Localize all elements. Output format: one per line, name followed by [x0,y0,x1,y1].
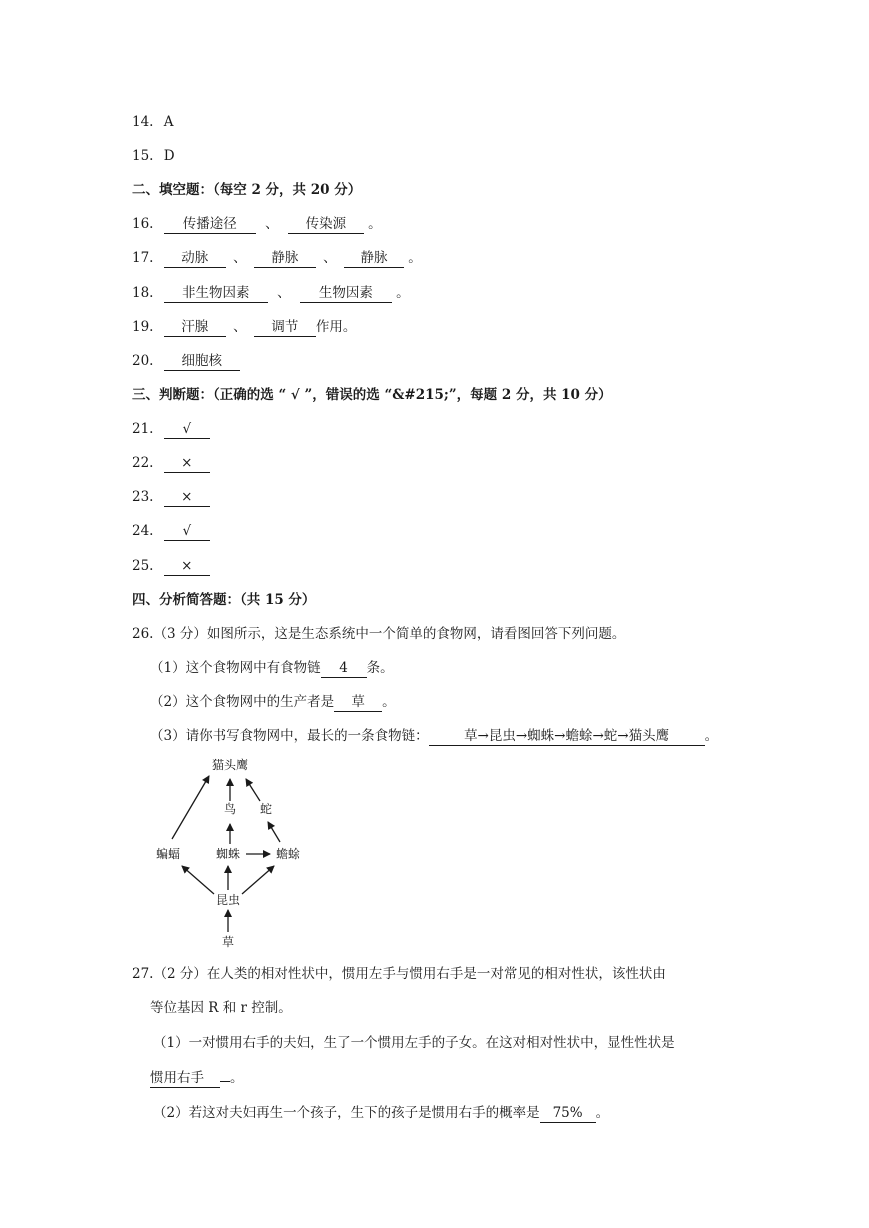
blank-answer: 传染源 [288,216,364,234]
separator: 、 [233,250,247,266]
answer-24 [132,522,210,541]
question-number: 14. [132,114,154,130]
answer-18 [132,284,410,303]
arrow-insect-to-bat [182,866,214,894]
blank-tail [220,1081,230,1082]
question-27-part-1-answer [150,1069,244,1088]
blank-answer: 细胞核 [164,353,240,371]
blank-answer: 生物因素 [300,285,392,303]
answer-16 [132,215,382,234]
judgement-mark: √ [164,523,210,541]
arrow-bat-to-owl [172,776,209,839]
question-number: 19. [132,319,154,335]
answer-21 [132,420,210,439]
question-26-part-3 [150,727,718,746]
arrow-snake-to-owl [246,779,260,801]
blank-answer: 静脉 [344,250,404,268]
answer-20 [132,352,240,371]
blank-answer: 传播途径 [164,216,256,234]
judgement-mark: √ [164,421,210,439]
trailing-text: 条。 [366,660,394,676]
trailing-text: 作用。 [315,319,357,335]
blank-answer: 草 [334,694,382,712]
separator: 、 [323,250,337,266]
question-number: 23. [132,489,154,505]
question-27-part-2 [153,1104,609,1123]
question-26-part-1 [150,659,394,678]
separator: 、 [265,216,279,232]
prompt-text: （2）这个食物网中的生产者是 [150,694,335,710]
judgement-mark: × [164,558,210,576]
separator: 、 [233,319,247,335]
judgement-mark: × [164,455,210,473]
separator: 、 [277,285,291,301]
question-number: 20. [132,353,154,369]
question-number: 18. [132,285,154,301]
arrow-insect-to-toad [242,866,274,894]
judgement-mark: × [164,489,210,507]
punctuation: 。 [396,285,410,301]
trailing-text: 。 [704,728,719,744]
question-number: 16. [132,216,154,232]
section-2-title: 二、填空题：（每空 2 分，共 20 分） [132,182,362,198]
blank-answer: 75% [540,1105,596,1123]
node-snake: 蛇 [259,802,273,816]
node-grass: 草 [221,935,235,949]
prompt-text: （2）若这对夫妇再生一个孩子，生下的孩子是惯用右手的概率是 [153,1105,540,1121]
question-27-stem-line-2: 等位基因 R 和 r 控制。 [150,1000,292,1016]
blank-answer: 静脉 [254,250,316,268]
section-3-title: 三、判断题：（正确的选 “ √ ”，错误的选 “&#215;”，每题 2 分，共 10 分） [132,387,612,403]
question-number: 22. [132,455,154,471]
answer-15 [132,147,175,165]
node-insect: 昆虫 [215,893,241,907]
question-27-part-1: （1）一对惯用右手的夫妇，生了一个惯用左手的子女。在这对相对性状中，显性性状是 [153,1035,675,1051]
trailing-text: 。 [230,1070,244,1086]
answer-22 [132,454,210,473]
question-number: 15. [132,148,154,164]
blank-answer: 汗腺 [164,319,226,337]
prompt-text: （1）这个食物网中有食物链 [150,660,321,676]
blank-answer: 调节 [254,319,316,337]
blank-answer: 4 [321,660,367,678]
answer-25 [132,557,210,576]
answer-17 [132,249,422,268]
node-spider: 蜘蛛 [215,847,241,861]
question-26-part-2 [150,693,396,712]
arrow-toad-to-snake [268,822,280,842]
question-number: 17. [132,250,154,266]
question-27-stem-line-1: 27.（2 分）在人类的相对性状中，惯用左手与惯用右手是一对常见的相对性状，该性状由 [132,966,666,982]
question-number: 25. [132,558,154,574]
section-4-title: 四、分析简答题：（共 15 分） [132,592,316,608]
answer-14 [132,113,174,131]
food-web-diagram [146,754,326,954]
answer-value: D [163,148,175,164]
blank-answer: 草→昆虫→蜘蛛→蟾蜍→蛇→猫头鹰 [429,728,705,746]
node-bat: 蝙蝠 [155,847,181,861]
node-bird: 鸟 [223,802,237,816]
blank-answer: 动脉 [164,250,226,268]
answer-value: A [163,114,174,130]
answer-23 [132,488,210,507]
trailing-text: 。 [382,694,396,710]
answer-19 [132,318,356,337]
blank-answer: 非生物因素 [164,285,268,303]
prompt-text: （3）请你书写食物网中，最长的一条食物链： [150,728,429,744]
node-owl: 猫头鹰 [211,758,249,772]
node-toad: 蟾蜍 [275,847,301,861]
question-26-stem: 26.（3 分）如图所示，这是生态系统中一个简单的食物网，请看图回答下列问题。 [132,626,626,642]
punctuation: 。 [408,250,422,266]
blank-answer: 惯用右手 [150,1070,220,1088]
question-number: 21. [132,421,154,437]
question-number: 24. [132,523,154,539]
trailing-text: 。 [595,1105,610,1121]
punctuation: 。 [368,216,382,232]
